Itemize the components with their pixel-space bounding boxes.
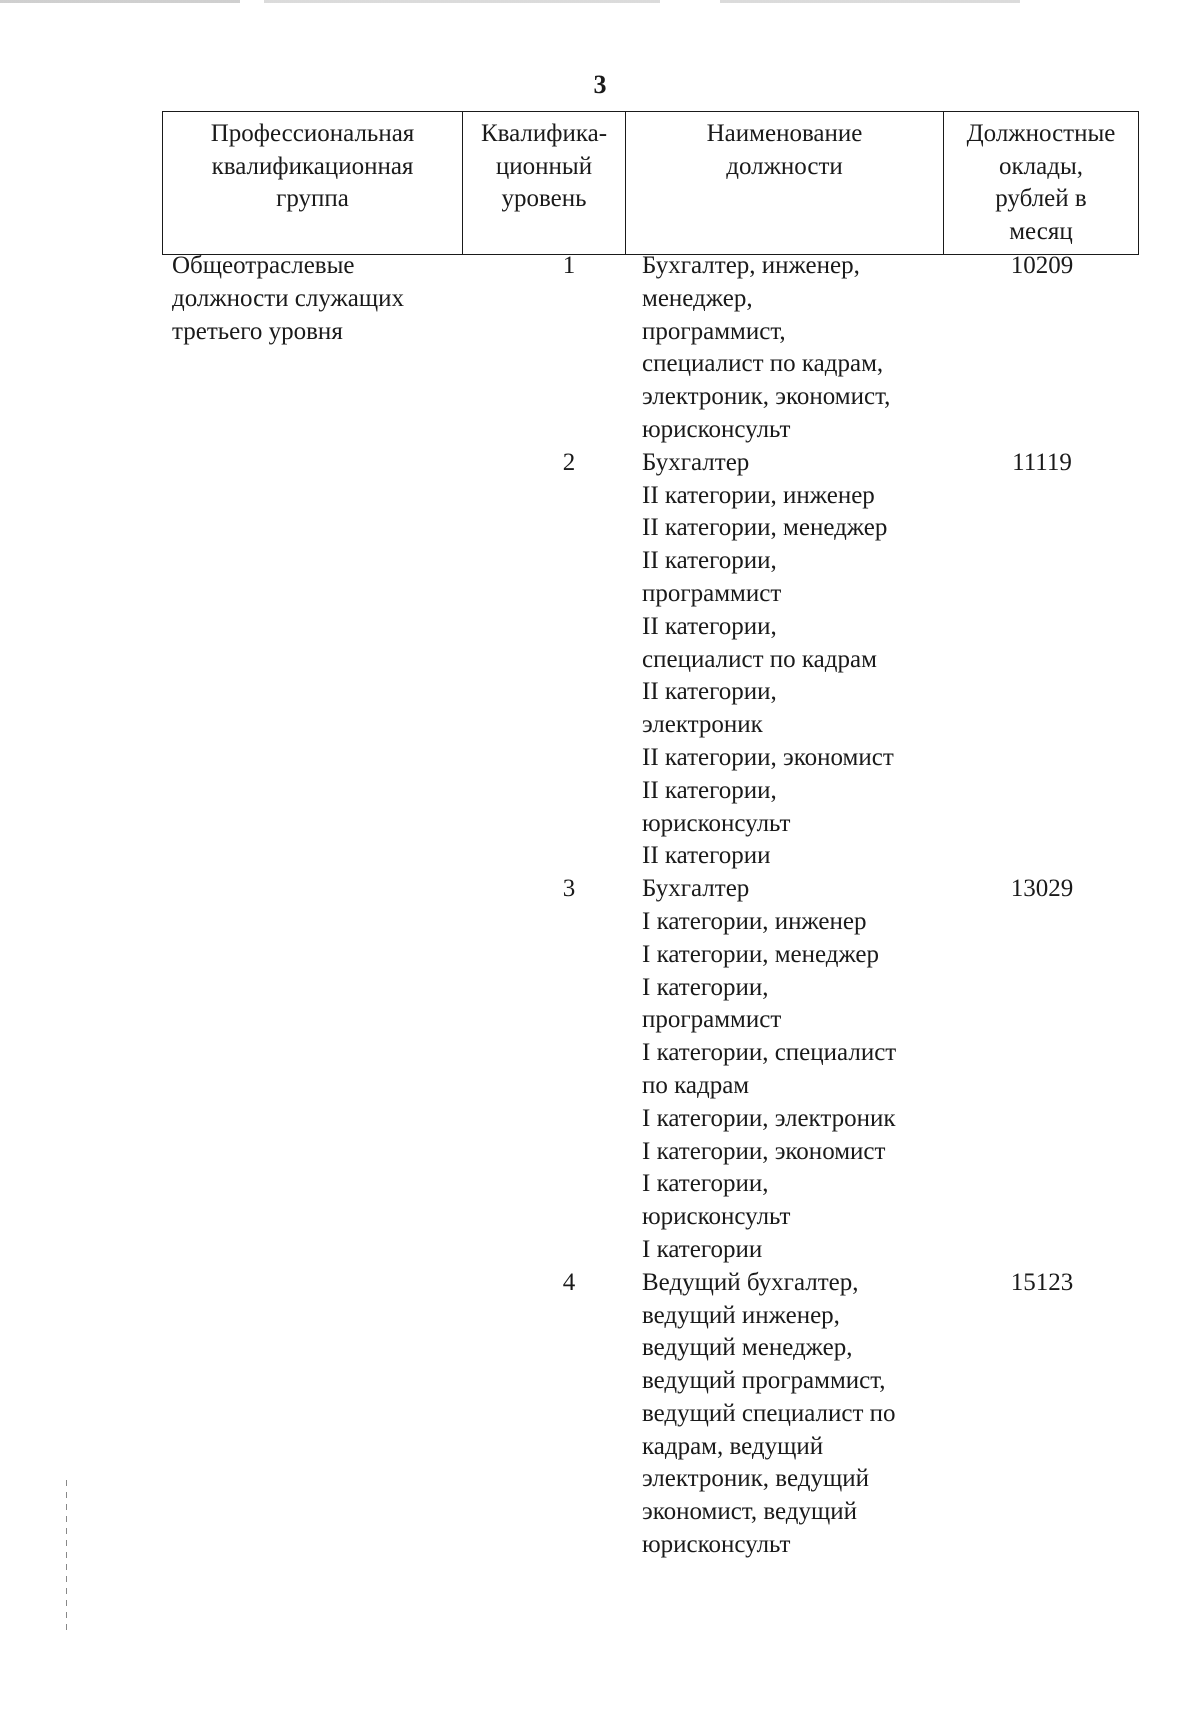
header-line: рублей в xyxy=(995,185,1087,212)
group-name-line: Общеотраслевые xyxy=(172,252,355,279)
header-line: Квалифика- xyxy=(480,120,608,147)
salary-spacer xyxy=(982,545,1102,578)
header-level xyxy=(463,112,626,255)
salary-spacer xyxy=(982,939,1102,972)
header-line: Должностные xyxy=(966,120,1116,147)
position-line: менеджер, xyxy=(642,284,753,312)
position-line: по кадрам xyxy=(642,1071,750,1099)
salary-spacer xyxy=(982,775,1102,808)
position-line: I категории, экономист xyxy=(642,1137,886,1165)
level-spacer xyxy=(544,808,594,841)
salary-spacer xyxy=(982,808,1102,841)
salary-value: 11119 xyxy=(1012,448,1072,476)
level-column xyxy=(544,250,594,1562)
salary-spacer xyxy=(982,1300,1102,1333)
salary-spacer xyxy=(982,1201,1102,1234)
position-line: юрисконсульт xyxy=(642,1203,791,1231)
position-line: ведущий специалист по xyxy=(642,1399,896,1427)
position-line: II категории, xyxy=(642,547,777,575)
salary-spacer xyxy=(982,414,1102,447)
level-spacer xyxy=(544,1365,594,1398)
level-spacer xyxy=(544,1431,594,1464)
level-spacer xyxy=(544,283,594,316)
salary-spacer xyxy=(982,644,1102,677)
salary-spacer xyxy=(982,972,1102,1005)
level-spacer xyxy=(544,316,594,349)
salary-spacer xyxy=(982,1103,1102,1136)
position-line: ведущий программист, xyxy=(642,1367,886,1395)
level-spacer xyxy=(544,939,594,972)
level-spacer xyxy=(544,611,594,644)
position-line: II категории xyxy=(642,842,771,870)
header-line: уровень xyxy=(501,185,587,212)
header-salary xyxy=(944,112,1139,255)
level-spacer xyxy=(544,512,594,545)
salary-spacer xyxy=(982,1431,1102,1464)
salary-spacer xyxy=(982,512,1102,545)
position-line: электроник, ведущий xyxy=(642,1465,869,1493)
header-line: оклады, xyxy=(999,152,1083,180)
salary-spacer xyxy=(982,1332,1102,1365)
position-line: Бухгалтер, инженер, xyxy=(642,252,860,279)
salary-spacer xyxy=(982,906,1102,939)
salary-spacer xyxy=(982,578,1102,611)
position-line: ведущий инженер, xyxy=(642,1301,840,1329)
position-line: юрисконсульт xyxy=(642,1531,791,1559)
position-line: специалист по кадрам xyxy=(642,645,877,673)
level-value: 2 xyxy=(562,448,576,476)
position-line: электроник, экономист, xyxy=(642,383,891,411)
salary-spacer xyxy=(982,611,1102,644)
salary-value: 15123 xyxy=(1010,1268,1074,1296)
salary-spacer xyxy=(982,381,1102,414)
header-line: месяц xyxy=(1009,217,1073,245)
table-header xyxy=(162,111,1139,255)
level-spacer xyxy=(544,1332,594,1365)
level-spacer xyxy=(544,906,594,939)
group-name-cell xyxy=(172,250,442,348)
salary-spacer xyxy=(982,1070,1102,1103)
salary-spacer xyxy=(982,709,1102,742)
level-spacer xyxy=(544,1103,594,1136)
position-line: юрисконсульт xyxy=(642,809,791,837)
position-line: I категории, xyxy=(642,1170,769,1198)
salary-spacer xyxy=(982,742,1102,775)
salary-value: 13029 xyxy=(1010,875,1074,903)
level-spacer xyxy=(544,1529,594,1562)
header-line: квалификационная xyxy=(211,152,414,180)
salary-spacer xyxy=(982,316,1102,349)
position-line: Ведущий бухгалтер, xyxy=(642,1268,859,1296)
header-line: должности xyxy=(726,152,843,180)
header-line: Наименование xyxy=(706,120,863,147)
level-spacer xyxy=(544,1496,594,1529)
salary-spacer xyxy=(982,1004,1102,1037)
level-spacer xyxy=(544,1201,594,1234)
level-spacer xyxy=(544,676,594,709)
salary-spacer xyxy=(982,480,1102,513)
position-line: I категории, менеджер xyxy=(642,940,880,968)
salary-spacer xyxy=(982,1398,1102,1431)
scan-left-artifact xyxy=(66,1480,67,1630)
level-spacer xyxy=(544,381,594,414)
level-spacer xyxy=(544,1300,594,1333)
position-line: I категории, электроник xyxy=(642,1104,896,1132)
position-line: II категории, инженер xyxy=(642,481,875,509)
position-line: I категории, xyxy=(642,973,769,1001)
position-line: I категории, инженер xyxy=(642,907,867,935)
position-line: программист xyxy=(642,579,782,607)
salary-spacer xyxy=(982,1496,1102,1529)
level-spacer xyxy=(544,545,594,578)
salary-spacer xyxy=(982,348,1102,381)
header-position xyxy=(626,112,944,255)
level-spacer xyxy=(544,775,594,808)
position-line: II категории, экономист xyxy=(642,743,894,771)
level-spacer xyxy=(544,972,594,1005)
level-value: 1 xyxy=(562,252,576,279)
positions-column xyxy=(642,250,952,1562)
level-spacer xyxy=(544,1398,594,1431)
salary-spacer xyxy=(982,676,1102,709)
position-line: Бухгалтер xyxy=(642,448,750,476)
salary-spacer xyxy=(982,1168,1102,1201)
group-name-line: третьего уровня xyxy=(172,317,343,345)
level-spacer xyxy=(544,1463,594,1496)
position-line: программист xyxy=(642,1006,782,1034)
position-line: II категории, xyxy=(642,678,777,706)
position-line: Бухгалтер xyxy=(642,875,750,903)
position-line: юрисконсульт xyxy=(642,415,791,443)
position-line: специалист по кадрам, xyxy=(642,350,884,378)
header-line: группа xyxy=(276,185,349,212)
level-spacer xyxy=(544,348,594,381)
position-line: кадрам, ведущий xyxy=(642,1432,824,1460)
salary-spacer xyxy=(982,283,1102,316)
position-line: ведущий менеджер, xyxy=(642,1334,853,1362)
scan-edge-artifact xyxy=(0,0,1200,3)
level-spacer xyxy=(544,1070,594,1103)
position-line: I категории, специалист xyxy=(642,1039,897,1067)
salary-spacer xyxy=(982,1463,1102,1496)
salary-spacer xyxy=(982,1234,1102,1267)
position-line: программист, xyxy=(642,317,786,345)
position-line: II категории, xyxy=(642,776,777,804)
position-line: электроник xyxy=(642,711,763,739)
salary-spacer xyxy=(982,1365,1102,1398)
header-line: Профессиональная xyxy=(210,120,415,147)
position-line: экономист, ведущий xyxy=(642,1498,858,1526)
level-spacer xyxy=(544,1037,594,1070)
level-value: 4 xyxy=(562,1268,576,1296)
level-spacer xyxy=(544,1234,594,1267)
level-value: 3 xyxy=(562,875,576,903)
level-spacer xyxy=(544,414,594,447)
level-spacer xyxy=(544,742,594,775)
level-spacer xyxy=(544,1004,594,1037)
level-spacer xyxy=(544,1136,594,1169)
level-spacer xyxy=(544,1168,594,1201)
salary-spacer xyxy=(982,1136,1102,1169)
level-spacer xyxy=(544,709,594,742)
position-line: II категории, xyxy=(642,612,777,640)
level-spacer xyxy=(544,578,594,611)
header-line: ционный xyxy=(495,152,593,180)
page-number: 3 xyxy=(593,70,607,99)
level-spacer xyxy=(544,840,594,873)
level-spacer xyxy=(544,644,594,677)
header-group xyxy=(163,112,463,255)
salary-spacer xyxy=(982,1037,1102,1070)
salary-spacer xyxy=(982,1529,1102,1562)
salary-column xyxy=(982,250,1102,1562)
salary-spacer xyxy=(982,840,1102,873)
position-line: I категории xyxy=(642,1235,763,1263)
level-spacer xyxy=(544,480,594,513)
group-name-line: должности служащих xyxy=(172,284,405,312)
position-line: II категории, менеджер xyxy=(642,514,888,542)
salary-value: 10209 xyxy=(1010,252,1074,279)
